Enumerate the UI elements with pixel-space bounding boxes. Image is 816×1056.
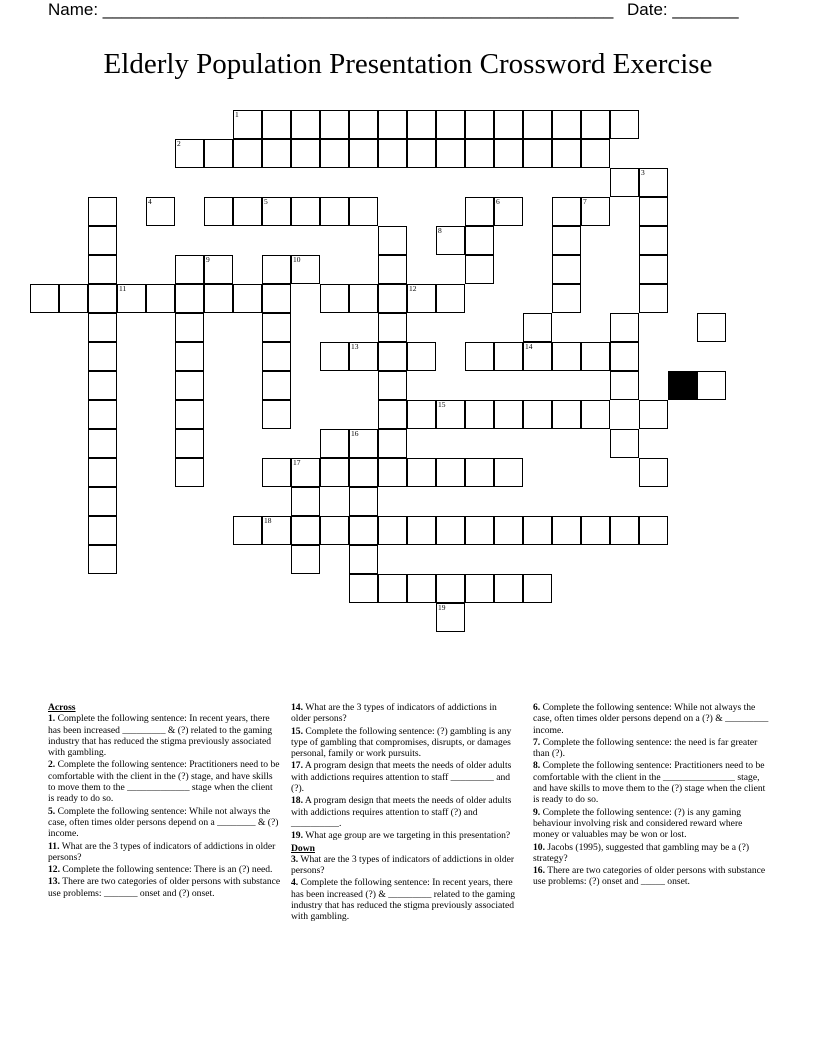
grid-cell[interactable] [436, 139, 465, 168]
grid-cell[interactable] [349, 342, 378, 371]
clue-number: 7. [533, 736, 541, 748]
grid-cell[interactable] [552, 516, 581, 545]
clue-item [533, 702, 769, 736]
grid-cell[interactable] [349, 458, 378, 487]
grid-cell[interactable] [88, 458, 117, 487]
grid-cell[interactable] [407, 516, 436, 545]
grid-cell[interactable] [175, 458, 204, 487]
grid-cell[interactable] [175, 139, 204, 168]
grid-cell[interactable] [88, 226, 117, 255]
clue-number: 6. [533, 702, 541, 713]
clue-text: Complete the following sentence: There is an (?) need. [60, 864, 273, 876]
grid-cell[interactable] [436, 516, 465, 545]
grid-cell[interactable] [465, 110, 494, 139]
grid-cell[interactable] [610, 110, 639, 139]
grid-cell[interactable] [697, 313, 726, 342]
grid-cell[interactable] [581, 110, 610, 139]
grid-cell[interactable] [552, 255, 581, 284]
grid-cell[interactable] [204, 197, 233, 226]
grid-cell[interactable] [88, 342, 117, 371]
grid-cell[interactable] [523, 574, 552, 603]
grid-cell[interactable] [88, 197, 117, 226]
clue-item [533, 807, 769, 841]
grid-cell[interactable] [436, 110, 465, 139]
grid-cell[interactable] [378, 284, 407, 313]
grid-cell[interactable] [436, 284, 465, 313]
grid-cell[interactable] [175, 342, 204, 371]
grid-cell[interactable] [378, 429, 407, 458]
clue-number-label: 5 [264, 197, 268, 206]
grid-cell[interactable] [639, 168, 668, 197]
page-title: Elderly Population Presentation Crossword Exercise [103, 48, 713, 80]
grid-cell[interactable] [523, 110, 552, 139]
grid-cell[interactable] [494, 458, 523, 487]
grid-cell[interactable] [378, 516, 407, 545]
grid-cell[interactable] [552, 110, 581, 139]
grid-cell[interactable] [204, 139, 233, 168]
grid-cell[interactable] [349, 545, 378, 574]
grid-cell[interactable] [320, 429, 349, 458]
clue-item [291, 760, 517, 794]
grid-cell[interactable] [610, 371, 639, 400]
grid-cell[interactable] [262, 139, 291, 168]
grid-cell[interactable] [407, 110, 436, 139]
clue-number: 12. [48, 864, 60, 876]
grid-cell[interactable] [552, 400, 581, 429]
clue-number: 5. [48, 805, 56, 817]
grid-cell[interactable] [320, 284, 349, 313]
grid-cell[interactable] [88, 429, 117, 458]
clue-item [291, 830, 517, 841]
grid-cell[interactable] [291, 110, 320, 139]
grid-cell[interactable] [378, 255, 407, 284]
clue-number: 19. [291, 830, 303, 842]
clue-number-label: 6 [496, 197, 500, 206]
clue-number-label: 19 [438, 603, 446, 612]
clue-number: 11. [48, 840, 60, 852]
clues-column-3 [533, 702, 769, 889]
grid-cell[interactable] [494, 342, 523, 371]
clue-text: What are the 3 types of indicators of addictions in older persons? [291, 702, 497, 725]
grid-cell[interactable] [88, 313, 117, 342]
grid-cell[interactable] [465, 458, 494, 487]
grid-cell[interactable] [320, 139, 349, 168]
grid-cell[interactable] [610, 516, 639, 545]
grid-cell[interactable] [639, 400, 668, 429]
grid-cell[interactable] [610, 429, 639, 458]
grid-cell[interactable] [436, 574, 465, 603]
clue-number-label: 9 [206, 255, 210, 264]
grid-cell[interactable] [378, 371, 407, 400]
grid-cell[interactable] [262, 197, 291, 226]
down-heading: Down [291, 842, 315, 854]
grid-cell[interactable] [175, 255, 204, 284]
grid-cell[interactable] [262, 110, 291, 139]
grid-cell[interactable] [88, 516, 117, 545]
grid-cell[interactable] [581, 342, 610, 371]
grid-cell[interactable] [88, 487, 117, 516]
clue-number-label: 14 [525, 342, 533, 351]
clue-text: Complete the following sentence: In recent years, there has been increased _________ & (?) related to the gaming industry that has reduced the stigma previously associated with gambling. [48, 713, 273, 759]
grid-cell[interactable] [639, 458, 668, 487]
grid-cell[interactable] [639, 255, 668, 284]
grid-cell[interactable] [233, 284, 262, 313]
grid-cell[interactable] [204, 284, 233, 313]
grid-cell[interactable] [523, 342, 552, 371]
clue-number: 3. [291, 853, 299, 865]
grid-cell[interactable] [59, 284, 88, 313]
grid-cell[interactable] [494, 197, 523, 226]
clue-number-label: 16 [351, 429, 359, 438]
grid-cell[interactable] [465, 197, 494, 226]
grid-cell[interactable] [494, 516, 523, 545]
grid-cell[interactable] [349, 574, 378, 603]
grid-cell[interactable] [639, 226, 668, 255]
grid-cell[interactable] [436, 458, 465, 487]
grid-cell[interactable] [581, 139, 610, 168]
grid-cell[interactable] [523, 313, 552, 342]
clue-number: 10. [533, 841, 545, 853]
grid-cell[interactable] [494, 574, 523, 603]
clue-number: 14. [291, 702, 303, 713]
clue-text: Complete the following sentence: While not always the case, often times older persons depend on a ________ & (?) income. [48, 805, 279, 840]
grid-cell[interactable] [291, 197, 320, 226]
grid-cell[interactable] [262, 342, 291, 371]
grid-cell[interactable] [639, 516, 668, 545]
clue-text: Complete the following sentence: the need is far greater than (?). [533, 736, 758, 760]
clue-number-label: 8 [438, 226, 442, 235]
grid-cell[interactable] [349, 284, 378, 313]
grid-cell[interactable] [465, 226, 494, 255]
clue-text: Complete the following sentence: Practitioners need to be comfortable with the client in the (?) stage, and have skills to move them to the _____________ stage when the client is ready to do so. [48, 759, 280, 805]
grid-cell[interactable] [407, 574, 436, 603]
grid-cell[interactable] [88, 284, 117, 313]
clue-number-label: 17 [293, 458, 301, 467]
grid-cell[interactable] [146, 284, 175, 313]
grid-cell[interactable] [233, 139, 262, 168]
clue-number: 13. [48, 876, 60, 888]
grid-cell[interactable] [465, 574, 494, 603]
grid-cell[interactable] [465, 255, 494, 284]
clue-number: 4. [291, 877, 299, 889]
blocked-cell [668, 371, 697, 400]
grid-cell[interactable] [378, 139, 407, 168]
grid-cell[interactable] [581, 516, 610, 545]
clue-number-label: 2 [177, 139, 181, 148]
grid-cell[interactable] [552, 226, 581, 255]
clue-text: What age group are we targeting in this presentation? [303, 830, 511, 842]
clue-item [48, 876, 281, 899]
grid-cell[interactable] [30, 284, 59, 313]
grid-cell[interactable] [320, 197, 349, 226]
clue-item [48, 806, 281, 840]
grid-cell[interactable] [117, 284, 146, 313]
grid-cell[interactable] [465, 342, 494, 371]
grid-cell[interactable] [88, 545, 117, 574]
clue-item [533, 737, 769, 760]
clue-text: Complete the following sentence: In recent years, there has been increased (?) & _________ related to the gaming industry that has reduced the stigma previously associated with gambling. [291, 877, 516, 923]
grid-cell[interactable] [320, 110, 349, 139]
clue-number: 18. [291, 795, 303, 807]
grid-cell[interactable] [465, 516, 494, 545]
grid-cell[interactable] [465, 400, 494, 429]
clue-number-label: 3 [641, 168, 645, 177]
grid-cell[interactable] [407, 400, 436, 429]
grid-cell[interactable] [175, 313, 204, 342]
grid-cell[interactable] [291, 139, 320, 168]
clue-text: Complete the following sentence: (?) gambling is any type of gambling that compromises, disrupts, or damages personal, family or work pursuits. [291, 725, 512, 760]
clue-number-label: 1 [235, 110, 239, 119]
clue-item [48, 713, 281, 758]
clue-item [291, 702, 517, 725]
grid-cell[interactable] [523, 516, 552, 545]
clue-text: Jacobs (1995), suggested that gambling may be a (?) strategy? [533, 841, 750, 864]
grid-cell[interactable] [407, 139, 436, 168]
grid-cell[interactable] [262, 400, 291, 429]
grid-cell[interactable] [175, 284, 204, 313]
grid-cell[interactable] [175, 429, 204, 458]
grid-cell[interactable] [436, 400, 465, 429]
clue-text: Complete the following sentence: Practitioners need to be comfortable with the client in the _______________ stage, and have skills to move them to the (?) stage when the client is ready to do so. [533, 760, 766, 806]
grid-cell[interactable] [320, 342, 349, 371]
clue-item [48, 759, 281, 804]
clue-text: What are the 3 types of indicators of addictions in older persons? [48, 840, 276, 863]
clue-text: A program design that meets the needs of older adults with addictions requires attention to staff (?) and __________. [291, 795, 512, 829]
grid-cell[interactable] [378, 313, 407, 342]
grid-cell[interactable] [552, 342, 581, 371]
clue-number-label: 18 [264, 516, 272, 525]
grid-cell[interactable] [349, 516, 378, 545]
grid-cell[interactable] [378, 400, 407, 429]
clue-number: 8. [533, 760, 541, 772]
grid-cell[interactable] [291, 516, 320, 545]
grid-cell[interactable] [88, 255, 117, 284]
grid-cell[interactable] [175, 371, 204, 400]
grid-cell[interactable] [88, 400, 117, 429]
grid-cell[interactable] [378, 342, 407, 371]
clue-text: There are two categories of older persons with substance use problems: _______ onset and (?) onset. [48, 876, 281, 899]
clue-text: Complete the following sentence: While not always the case, often times older persons depend on a (?) & _________ income. [533, 702, 769, 736]
grid-cell[interactable] [378, 110, 407, 139]
clue-item [291, 726, 517, 760]
grid-cell[interactable] [378, 226, 407, 255]
grid-cell[interactable] [349, 429, 378, 458]
grid-cell[interactable] [494, 139, 523, 168]
date-field-label: Date: _______ [627, 0, 739, 19]
grid-cell[interactable] [262, 284, 291, 313]
grid-cell[interactable] [610, 342, 639, 371]
grid-cell[interactable] [291, 255, 320, 284]
grid-cell[interactable] [233, 197, 262, 226]
grid-cell[interactable] [349, 197, 378, 226]
grid-cell[interactable] [378, 458, 407, 487]
clue-number-label: 10 [293, 255, 301, 264]
grid-cell[interactable] [262, 371, 291, 400]
grid-cell[interactable] [233, 110, 262, 139]
grid-cell[interactable] [262, 313, 291, 342]
clue-item [291, 795, 517, 829]
grid-cell[interactable] [494, 110, 523, 139]
across-heading: Across [48, 702, 76, 713]
grid-cell[interactable] [610, 313, 639, 342]
clue-item [48, 841, 281, 864]
clue-number-label: 15 [438, 400, 446, 409]
grid-cell[interactable] [291, 545, 320, 574]
clue-item [533, 865, 769, 888]
clue-number: 1. [48, 713, 56, 725]
clue-text: Complete the following sentence: (?) is any gaming behaviour involving risk and considered reward where money or valuables may be won or lost. [533, 806, 743, 841]
clues-column-1 [48, 702, 281, 900]
grid-cell[interactable] [610, 168, 639, 197]
grid-cell[interactable] [262, 516, 291, 545]
clue-number-label: 12 [409, 284, 417, 293]
clue-number-label: 11 [119, 284, 127, 293]
grid-cell[interactable] [407, 342, 436, 371]
grid-cell[interactable] [436, 226, 465, 255]
grid-cell[interactable] [88, 371, 117, 400]
grid-cell[interactable] [697, 371, 726, 400]
grid-cell[interactable] [349, 139, 378, 168]
grid-cell[interactable] [349, 487, 378, 516]
grid-cell[interactable] [146, 197, 175, 226]
grid-cell[interactable] [494, 400, 523, 429]
clue-text: What are the 3 types of indicators of addictions in older persons? [291, 853, 515, 877]
clue-number: 2. [48, 759, 56, 771]
clue-number: 16. [533, 865, 545, 877]
clue-number-label: 7 [583, 197, 587, 206]
grid-cell[interactable] [465, 139, 494, 168]
grid-cell[interactable] [407, 458, 436, 487]
grid-cell[interactable] [204, 255, 233, 284]
clue-item [533, 760, 769, 805]
clue-number: 15. [291, 725, 303, 737]
grid-cell[interactable] [523, 400, 552, 429]
clue-number-label: 4 [148, 197, 152, 206]
clue-text: There are two categories of older persons with substance use problems: (?) onset and _____ onset. [533, 865, 766, 888]
grid-cell[interactable] [639, 197, 668, 226]
clue-item [291, 854, 517, 877]
clues-column-2 [291, 702, 517, 924]
name-field-label: Name: ______________________________________________________ [48, 0, 614, 19]
grid-cell[interactable] [436, 603, 465, 632]
clue-number: 17. [291, 760, 303, 772]
grid-cell[interactable] [552, 284, 581, 313]
grid-cell[interactable] [552, 139, 581, 168]
grid-cell[interactable] [581, 400, 610, 429]
grid-cell[interactable] [552, 197, 581, 226]
clue-number-label: 13 [351, 342, 359, 351]
grid-cell[interactable] [291, 487, 320, 516]
grid-cell[interactable] [378, 574, 407, 603]
grid-cell[interactable] [639, 284, 668, 313]
clue-number: 9. [533, 806, 541, 818]
grid-cell[interactable] [581, 197, 610, 226]
grid-cell[interactable] [175, 400, 204, 429]
grid-cell[interactable] [407, 284, 436, 313]
clue-item [48, 864, 281, 875]
grid-cell[interactable] [262, 255, 291, 284]
grid-cell[interactable] [320, 458, 349, 487]
grid-cell[interactable] [233, 516, 262, 545]
grid-cell[interactable] [320, 516, 349, 545]
clue-text: A program design that meets the needs of older adults with addictions requires attention to staff _________ and (?). [291, 760, 512, 795]
grid-cell[interactable] [523, 139, 552, 168]
grid-cell[interactable] [349, 110, 378, 139]
clue-item [291, 877, 517, 922]
clue-item [533, 842, 769, 865]
grid-cell[interactable] [291, 458, 320, 487]
grid-cell[interactable] [262, 458, 291, 487]
